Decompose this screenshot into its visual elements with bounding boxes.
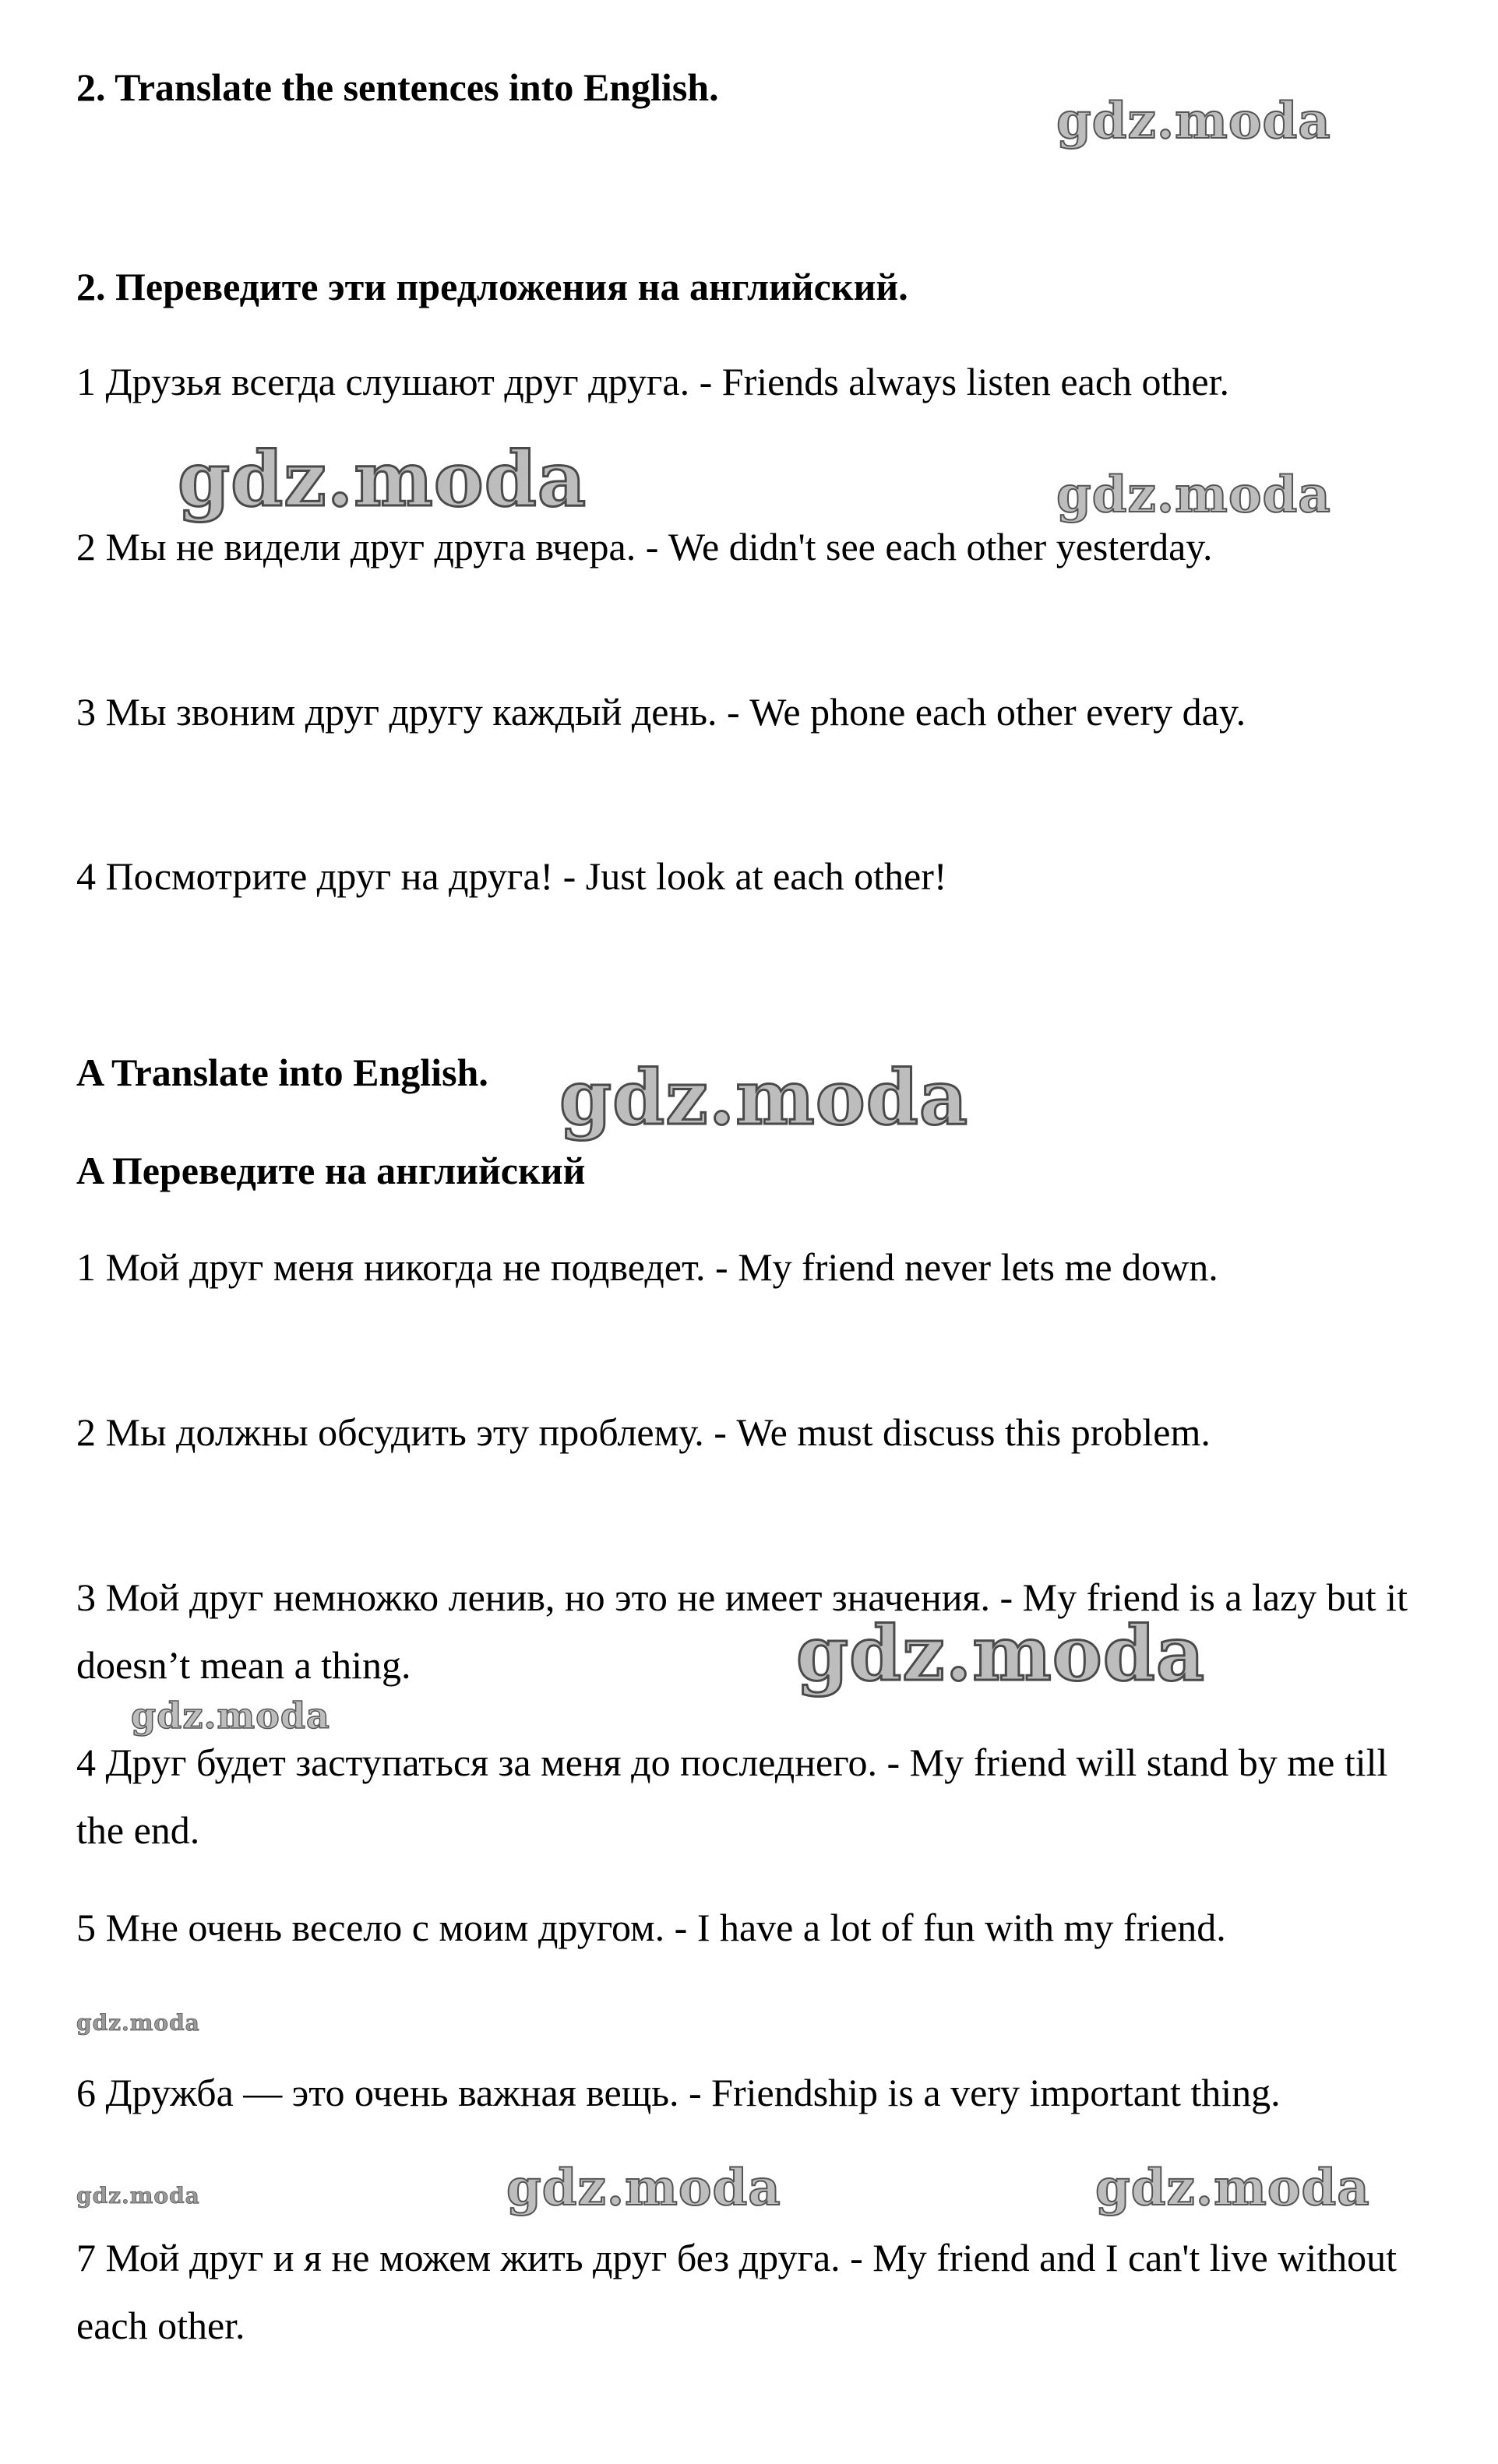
section2-item-6: 6 Дружба — это очень важная вещь. - Friendship is a very important thing.	[76, 2071, 1281, 2114]
watermark-logo: gdz.moda	[131, 1695, 330, 1737]
section2-item-4: 4 Друг будет заступаться за меня до последнего. - My friend will stand by me till the end.	[76, 1741, 1388, 1852]
section2-item-3: 3 Мой друг немножко ленив, но это не имеет значения. - My friend is a lazy but it doesn’t mean a thing.	[76, 1575, 1408, 1687]
section1-item-3: 3 Мы звоним друг другу каждый день. - We phone each other every day.	[76, 690, 1246, 734]
section1-item-2: 2 Мы не видели друг друга вчера. - We didn't see each other yesterday.	[76, 525, 1213, 568]
section1-item-1: 1 Друзья всегда слушают друг друга. - Friends always listen each other.	[76, 360, 1229, 403]
section1-item-4: 4 Посмотрите друг на друга! - Just look at each other!	[76, 854, 947, 898]
watermark-logo: gdz.moda	[76, 2183, 200, 2209]
section2-heading-ru: A Переведите на английский	[76, 1149, 586, 1192]
section2-heading-en: A Translate into English.	[76, 1051, 488, 1094]
watermark-logo: gdz.moda	[796, 1610, 1206, 1698]
section2-item-1: 1 Мой друг меня никогда не подведет. - My friend never lets me down.	[76, 1245, 1218, 1289]
section1-heading-ru: 2. Переведите эти предложения на английский.	[76, 265, 908, 308]
section2-item-7: 7 Мой друг и я не можем жить друг без друга. - My friend and I can't live without each other.	[76, 2236, 1398, 2347]
watermark-logo: gdz.moda	[1056, 466, 1331, 524]
section2-item-5: 5 Мне очень весело с моим другом. - I have a lot of fun with my friend.	[76, 1906, 1226, 1949]
section2-item-2: 2 Мы должны обсудить эту проблему. - We must discuss this problem.	[76, 1410, 1211, 1454]
watermark-logo: gdz.moda	[1095, 2159, 1370, 2217]
watermark-logo: gdz.moda	[178, 435, 587, 523]
section1-heading-en: 2. Translate the sentences into English.	[76, 65, 719, 109]
watermark-logo: gdz.moda	[1056, 92, 1331, 150]
watermark-logo: gdz.moda	[559, 1054, 969, 1142]
watermark-logo: gdz.moda	[506, 2159, 781, 2217]
watermark-logo: gdz.moda	[76, 2010, 200, 2036]
